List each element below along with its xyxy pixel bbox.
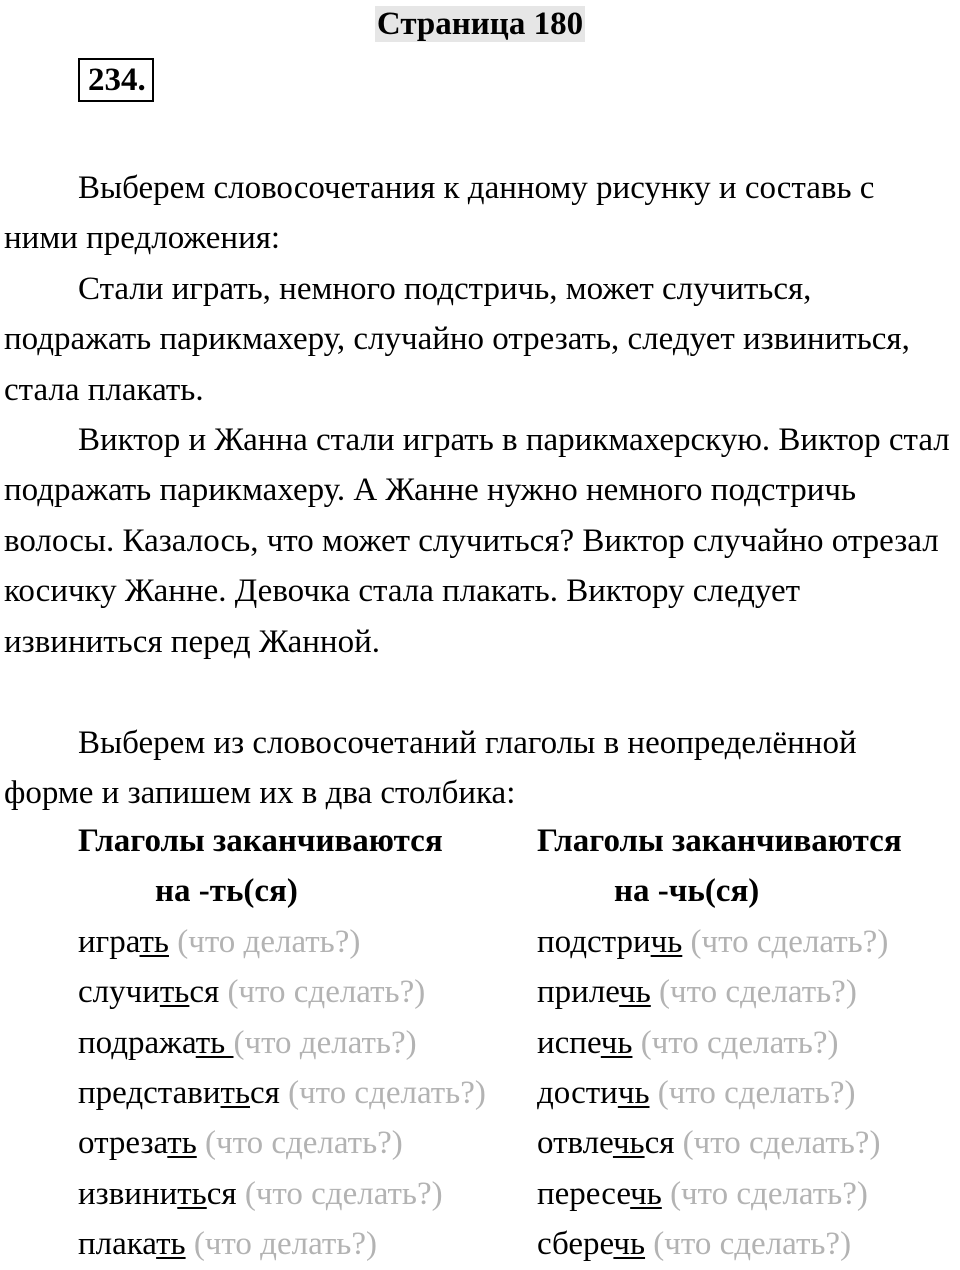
column-header (78, 816, 528, 917)
verb-ending: чь (613, 1226, 646, 1263)
verb-stem: представи (78, 1075, 221, 1112)
paragraph-intro (4, 163, 954, 264)
verb-tail: ся (206, 1175, 237, 1212)
question-hint: (что сделать?) (657, 1075, 856, 1112)
verb-row (78, 1219, 528, 1269)
column-header-line1: Глаголы заканчиваются (537, 823, 902, 859)
question-hint: (что делать?) (193, 1226, 377, 1263)
verb-stem: подстри (537, 923, 651, 960)
verb-ending: чь (650, 923, 683, 960)
paragraph-intro-text: Выберем словосочетания к данному рисунку и составь с ними предложения: (4, 170, 875, 257)
verb-row (78, 1169, 528, 1219)
question-hint: (что сделать?) (244, 1175, 443, 1212)
verb-stem: сбере (537, 1226, 614, 1263)
question-hint: (что сделать?) (653, 1226, 852, 1263)
verb-stem: приле (537, 974, 620, 1011)
paragraph-story-text: Виктор и Жанна стали играть в парикмахерскую. Виктор стал подражать парикмахеру. А Жанне нужно немного подстричь волосы. Казалось, что может случиться? Виктор случайно отрезал косичку Жанне. Девочка стала плакать. Виктору следует извиниться перед Жанной. (4, 422, 950, 660)
paragraph-task (4, 718, 954, 819)
verb-row (537, 1118, 957, 1168)
verb-ending: ть (159, 974, 190, 1011)
verb-row (78, 1118, 528, 1168)
question-hint: (что сделать?) (288, 1075, 486, 1112)
verb-tail: ся (644, 1125, 675, 1162)
verb-ending: ть (195, 1024, 234, 1061)
question-hint: (что делать?) (233, 1024, 417, 1061)
verb-stem: дости (537, 1075, 618, 1112)
question-hint: (что сделать?) (227, 974, 426, 1011)
question-hint: (что сделать?) (682, 1125, 881, 1162)
question-hint: (что сделать?) (640, 1024, 839, 1061)
verb-row (537, 1169, 957, 1219)
verb-ending: чь (600, 1024, 633, 1061)
verb-row (537, 1068, 957, 1118)
verb-stem: подража (78, 1024, 196, 1061)
verb-ending: ть (220, 1075, 251, 1112)
verb-stem: случи (78, 974, 160, 1011)
column-header-line2: на -чь(ся) (614, 873, 760, 910)
column-ch-verbs (537, 816, 957, 1270)
page-title (0, 2, 960, 46)
verb-ending: чь (612, 1125, 645, 1162)
paragraph-task-text: Выберем из словосочетаний глаголы в неопределённой форме и запишем их в два столбика: (4, 725, 857, 812)
verb-stem: извини (78, 1175, 178, 1212)
verb-row (78, 1068, 528, 1118)
paragraph-story (4, 415, 954, 667)
question-hint: (что сделать?) (659, 974, 857, 1011)
verb-stem: отреза (78, 1125, 168, 1162)
question-hint: (что делать?) (177, 923, 361, 960)
question-hint: (что сделать?) (690, 923, 889, 960)
column-header-line1: Глаголы заканчиваются (78, 823, 443, 859)
column-header-line2: на -ть(ся) (155, 873, 298, 910)
verb-ending: чь (630, 1175, 662, 1212)
verb-stem: испе (537, 1024, 601, 1061)
page-title-text: Страница 180 (376, 6, 584, 42)
verb-row (78, 917, 528, 967)
verb-stem: плака (78, 1226, 157, 1263)
column-ts-verbs (78, 816, 528, 1270)
verb-stem: отвле (537, 1125, 613, 1162)
verb-row (537, 917, 957, 967)
verb-row (537, 967, 957, 1017)
verb-ending: ть (156, 1226, 186, 1263)
verb-row (78, 1018, 528, 1068)
column-header (537, 816, 957, 917)
verb-ending: чь (617, 1075, 650, 1112)
verb-row (78, 967, 528, 1017)
paragraph-phrases (4, 264, 954, 415)
verb-ending: чь (619, 974, 651, 1011)
question-hint: (что сделать?) (670, 1175, 868, 1212)
verb-ending: ть (139, 923, 169, 960)
verb-tail: ся (250, 1075, 280, 1112)
verb-row (537, 1018, 957, 1068)
question-hint: (что сделать?) (205, 1125, 403, 1162)
verb-stem: пересе (537, 1175, 631, 1212)
verb-stem: игра (78, 923, 140, 960)
paragraph-phrases-text: Стали играть, немного подстричь, может случиться, подражать парикмахеру, случайно отрезать, следует извиниться, стала плакать. (4, 271, 910, 408)
exercise-number: 234. (78, 58, 154, 102)
verb-ending: ть (177, 1175, 207, 1212)
verb-ending: ть (167, 1125, 197, 1162)
verb-row (537, 1219, 957, 1269)
verb-tail: ся (189, 974, 220, 1011)
